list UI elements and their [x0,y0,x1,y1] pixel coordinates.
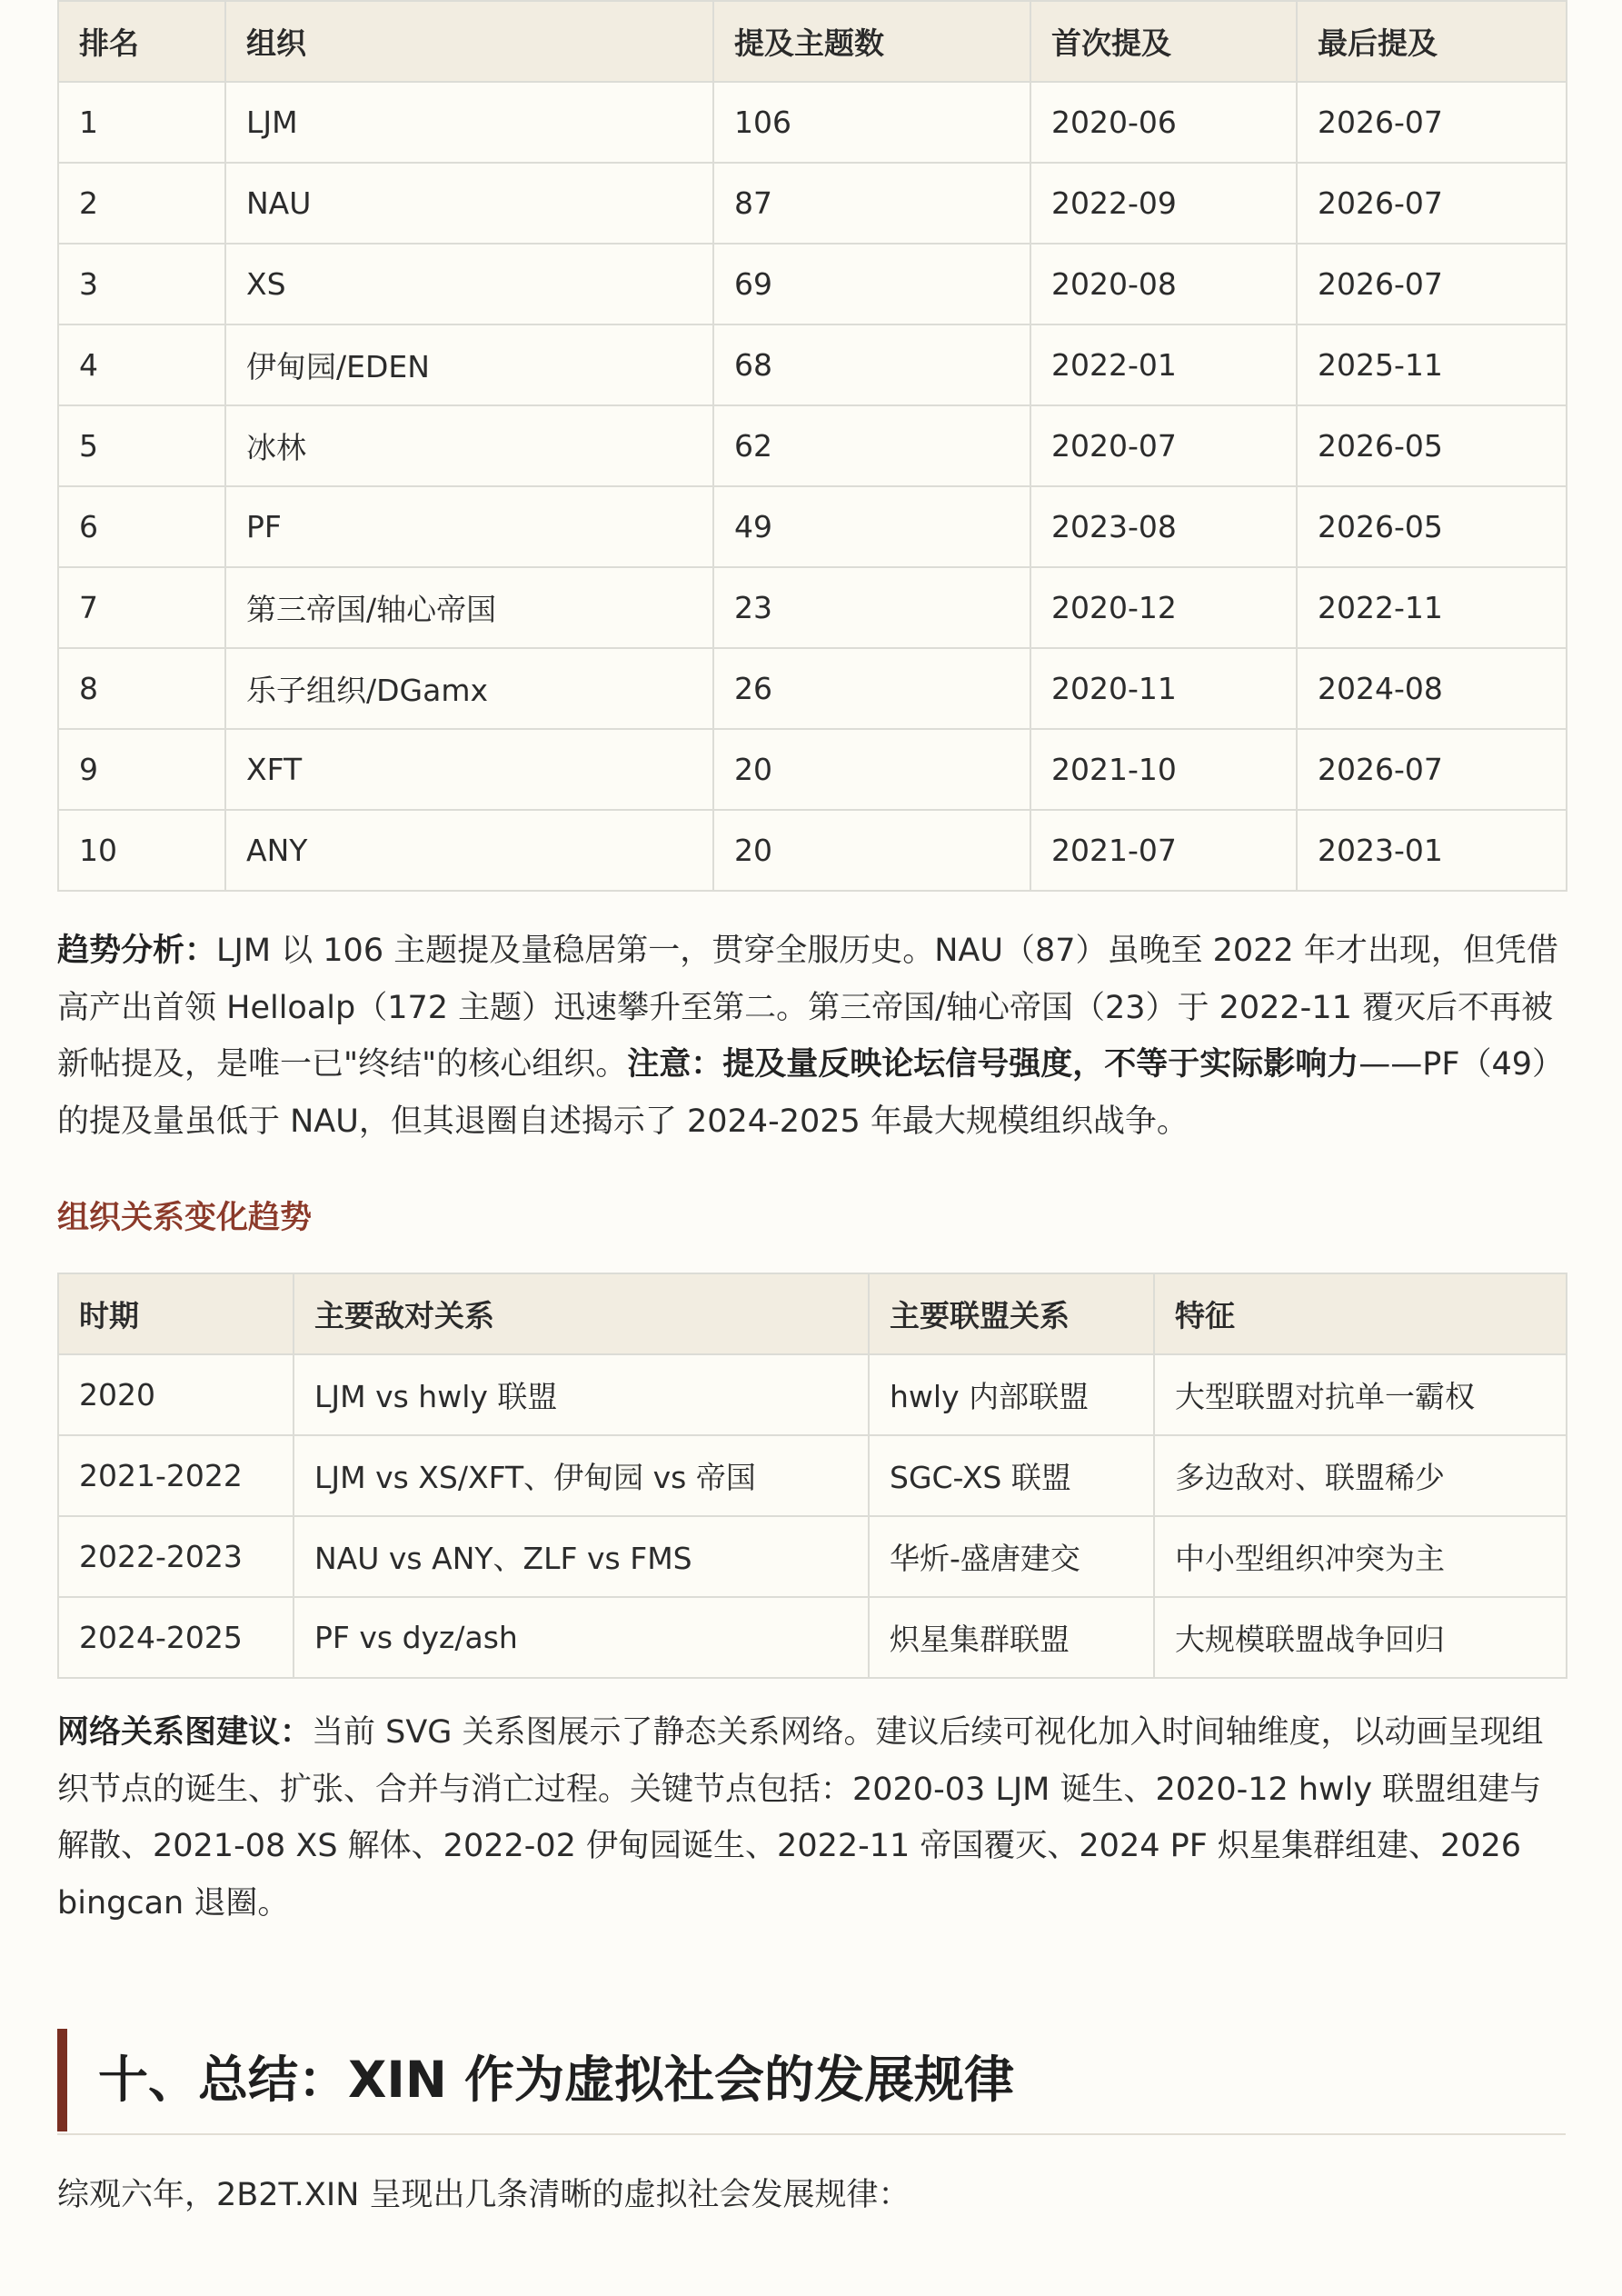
cell-mentions: 68 [713,324,1030,405]
cell-feature: 大型联盟对抗单一霸权 [1154,1354,1567,1435]
trend-note: 注意：提及量反映论坛信号强度，不等于实际影响力 [627,1046,1359,1083]
cell-feature: 多边敌对、联盟稀少 [1154,1435,1567,1516]
cell-last: 2026-07 [1297,163,1567,244]
cell-org: PF [225,486,713,567]
cell-hostility: NAU vs ANY、ZLF vs FMS [294,1516,869,1597]
cell-org: 冰林 [225,405,713,486]
cell-org: 第三帝国/轴心帝国 [225,567,713,648]
cell-mentions: 87 [713,163,1030,244]
cell-last: 2026-07 [1297,729,1567,810]
table-row [58,82,1567,163]
cell-hostility: LJM vs XS/XFT、伊甸园 vs 帝国 [294,1435,869,1516]
col-header-feature: 特征 [1154,1273,1567,1354]
cell-rank: 7 [58,567,225,648]
table-row [58,1516,1567,1597]
cell-first: 2020-11 [1030,648,1297,729]
cell-first: 2020-12 [1030,567,1297,648]
org-ranking-table [57,0,1567,892]
table-row [58,244,1567,324]
cell-mentions: 62 [713,405,1030,486]
col-header-org: 组织 [225,1,713,82]
cell-last: 2026-05 [1297,486,1567,567]
cell-rank: 3 [58,244,225,324]
cell-alliance: 华炘-盛唐建交 [869,1516,1154,1597]
cell-period: 2022-2023 [58,1516,294,1597]
section-heading-summary [57,2029,1566,2135]
section-accent-bar [57,2029,67,2131]
table-row [58,324,1567,405]
cell-first: 2021-07 [1030,810,1297,891]
col-header-alliance: 主要联盟关系 [869,1273,1154,1354]
table-row [58,810,1567,891]
cell-feature: 中小型组织冲突为主 [1154,1516,1567,1597]
cell-mentions: 49 [713,486,1030,567]
table-row [58,1597,1567,1678]
cell-first: 2020-06 [1030,82,1297,163]
cell-last: 2024-08 [1297,648,1567,729]
table-row [58,1354,1567,1435]
cell-rank: 4 [58,324,225,405]
network-label: 网络关系图建议： [57,1714,313,1751]
cell-rank: 9 [58,729,225,810]
relations-subheading: 组织关系变化趋势 [57,1200,313,1236]
cell-period: 2024-2025 [58,1597,294,1678]
cell-first: 2021-10 [1030,729,1297,810]
cell-period: 2021-2022 [58,1435,294,1516]
summary-intro-paragraph: 综观六年，2B2T.XIN 呈现出几条清晰的虚拟社会发展规律： [57,2177,911,2213]
cell-mentions: 23 [713,567,1030,648]
trend-analysis-paragraph [57,923,1566,1150]
cell-alliance: SGC-XS 联盟 [869,1435,1154,1516]
cell-last: 2023-01 [1297,810,1567,891]
cell-feature: 大规模联盟战争回归 [1154,1597,1567,1678]
cell-alliance: 炽星集群联盟 [869,1597,1154,1678]
table-row [58,648,1567,729]
table-row [58,405,1567,486]
cell-org: 伊甸园/EDEN [225,324,713,405]
cell-rank: 10 [58,810,225,891]
table-row [58,729,1567,810]
col-header-hostility: 主要敌对关系 [294,1273,869,1354]
cell-org: XFT [225,729,713,810]
cell-last: 2022-11 [1297,567,1567,648]
cell-org: ANY [225,810,713,891]
table-row [58,1435,1567,1516]
cell-first: 2023-08 [1030,486,1297,567]
cell-org: XS [225,244,713,324]
cell-hostility: LJM vs hwly 联盟 [294,1354,869,1435]
cell-last: 2026-07 [1297,82,1567,163]
trend-text-continued: ——PF（49）的提及量虽低于 NAU，但其退圈自述揭示了 2024-2025 年最大规模组织战争。 [57,1046,1564,1140]
cell-rank: 2 [58,163,225,244]
cell-hostility: PF vs dyz/ash [294,1597,869,1678]
cell-rank: 6 [58,486,225,567]
cell-first: 2020-08 [1030,244,1297,324]
cell-org: LJM [225,82,713,163]
table-row [58,486,1567,567]
cell-mentions: 20 [713,729,1030,810]
col-header-first: 首次提及 [1030,1,1297,82]
table-row [58,567,1567,648]
cell-mentions: 26 [713,648,1030,729]
trend-label: 趋势分析： [57,933,217,969]
cell-first: 2020-07 [1030,405,1297,486]
network-text: 当前 SVG 关系图展示了静态关系网络。建议后续可视化加入时间轴维度，以动画呈现组织节点的诞生、扩张、合并与消亡过程。关键节点包括：2020-03 LJM 诞生、2020-12 hwly 联盟组建与解散、2021-08 XS 解体、2022-02 伊甸园诞生、2022-11 帝国覆灭、2024 PF 炽星集群组建、2026 bingcan 退圈。 [57,1714,1544,1922]
cell-org: 乐子组织/DGamx [225,648,713,729]
cell-alliance: hwly 内部联盟 [869,1354,1154,1435]
cell-first: 2022-01 [1030,324,1297,405]
table-header-row [58,1,1567,82]
relations-table [57,1273,1567,1679]
cell-mentions: 20 [713,810,1030,891]
cell-mentions: 69 [713,244,1030,324]
cell-last: 2025-11 [1297,324,1567,405]
cell-rank: 8 [58,648,225,729]
cell-last: 2026-05 [1297,405,1567,486]
cell-period: 2020 [58,1354,294,1435]
cell-rank: 1 [58,82,225,163]
col-header-rank: 排名 [58,1,225,82]
col-header-last: 最后提及 [1297,1,1567,82]
col-header-period: 时期 [58,1273,294,1354]
cell-last: 2026-07 [1297,244,1567,324]
section-title: 十、总结：XIN 作为虚拟社会的发展规律 [98,2051,1015,2109]
col-header-mentions: 提及主题数 [713,1,1030,82]
network-suggestion-paragraph [57,1704,1566,1932]
cell-org: NAU [225,163,713,244]
cell-mentions: 106 [713,82,1030,163]
trend-text: LJM 以 106 主题提及量稳居第一，贯穿全服历史。NAU（87）虽晚至 2022 年才出现，但凭借高产出首领 Helloalp（172 主题）迅速攀升至第二。第三帝国/轴心帝国（23）于 2022-11 覆灭后不再被新帖提及，是唯一已"终结"的核心组织。 [57,933,1558,1083]
table-row [58,163,1567,244]
table-header-row [58,1273,1567,1354]
cell-first: 2022-09 [1030,163,1297,244]
cell-rank: 5 [58,405,225,486]
